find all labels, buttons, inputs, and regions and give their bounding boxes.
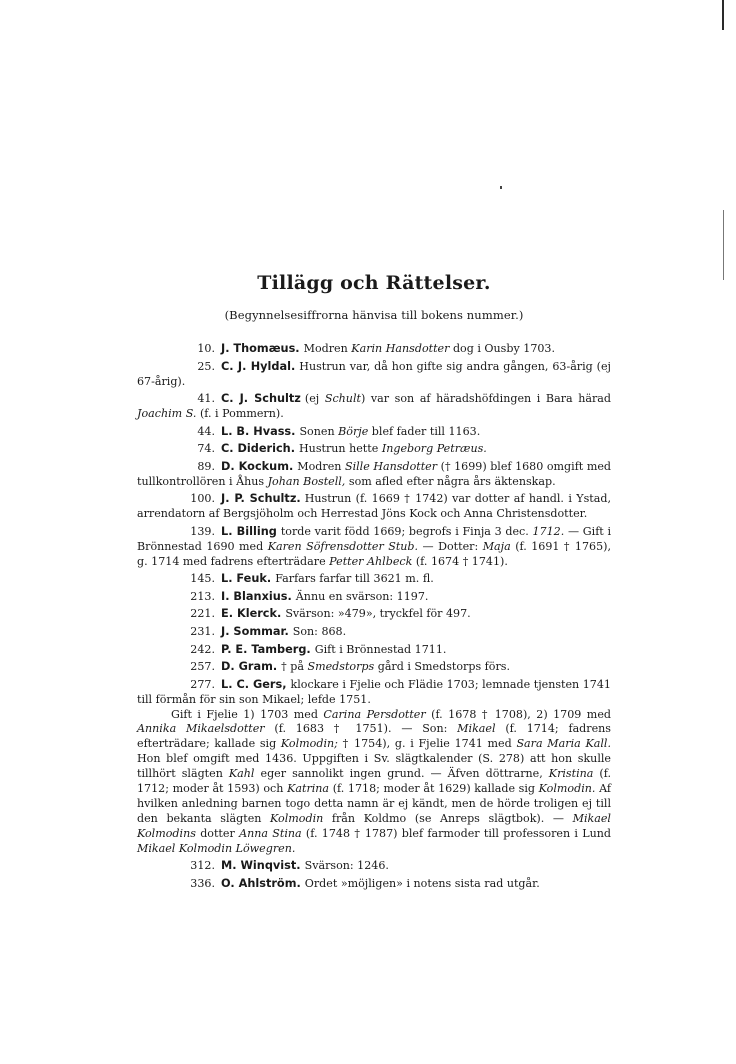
- entry-text-italic: Ingeborg Petræus.: [381, 442, 487, 456]
- entry-text-italic: Katrina: [287, 782, 330, 796]
- errata-entry: [137, 392, 611, 422]
- entry-person-name: D. Gram.: [221, 660, 278, 674]
- errata-entry: [137, 877, 611, 892]
- entry-text: Hustrun hette: [299, 442, 382, 456]
- entry-text: (f. 1683 † 1751). — Son:: [264, 722, 458, 736]
- entry-person-name: C. J. Schultz: [221, 392, 301, 406]
- entry-text: dotter: [195, 826, 240, 840]
- entry-number: 89.: [197, 459, 215, 473]
- page-edge-mark: [723, 210, 724, 280]
- entry-text-italic: Carina Persdotter: [323, 707, 426, 721]
- entry-text: Hustrun var, då hon gifte sig andra gången, 63-årig (ej 67-årig).: [137, 359, 611, 388]
- entry-text-italic: Kolmodin: [270, 811, 324, 825]
- entry-text-italic: Schult: [324, 392, 361, 406]
- entry-number: 41.: [197, 392, 215, 406]
- errata-entry: [137, 607, 611, 622]
- errata-entry: [137, 492, 611, 522]
- entry-text-italic: Annika Mikaelsdotter: [137, 722, 265, 736]
- entry-text: ) var son af häradshöfdingen i Bara härad: [360, 392, 611, 406]
- entry-text: († 1699) blef 1680 omgift med tullkontrollören i Åhus: [137, 459, 612, 488]
- entry-person-name: C. Diderich.: [221, 442, 295, 456]
- entry-text-italic: Karen Söfrensdotter Stub.: [267, 539, 419, 553]
- entry-person-name: L. C. Gers,: [221, 677, 287, 691]
- errata-entry: [137, 859, 611, 874]
- entry-text-italic: Mikael Kolmodins: [137, 811, 611, 840]
- errata-entry: [137, 643, 611, 658]
- entry-text-italic: Börje: [338, 424, 369, 438]
- entry-text: som afled efter några års äktenskap.: [345, 474, 556, 488]
- entry-person-name: O. Ahlström.: [221, 876, 301, 890]
- entry-text: gård i Smedstorps förs.: [374, 660, 510, 674]
- entry-number: 242.: [190, 642, 215, 656]
- entry-person-name: I. Blanxius.: [221, 589, 292, 603]
- errata-entry: [137, 660, 611, 675]
- entry-number: 312.: [190, 859, 215, 873]
- entry-person-name: C. J. Hyldal.: [221, 359, 296, 373]
- entry-text: dog i Ousby 1703.: [449, 342, 556, 355]
- entry-text-italic: Kolmodin.: [538, 782, 596, 796]
- errata-entry: [137, 590, 611, 605]
- entry-number: 145.: [190, 572, 215, 586]
- entry-text: (f. 1674 † 1741).: [412, 554, 508, 568]
- entry-person-name: J. P. Schultz.: [221, 492, 301, 506]
- entry-text-italic: Johan Bostell,: [267, 474, 346, 488]
- entry-number: 139.: [190, 524, 215, 538]
- entry-continuation: [137, 708, 611, 857]
- entry-text: (f. 1691 † 1765), g. 1714 med fadrens efterträdare: [137, 539, 611, 568]
- entry-number: 257.: [190, 660, 215, 674]
- entry-text: Svärson: 1246.: [304, 859, 389, 873]
- entry-person-name: M. Winqvist.: [221, 859, 301, 873]
- errata-entry: [137, 342, 611, 357]
- entry-number: 10.: [197, 342, 215, 355]
- entry-text: Hon blef omgift med 1436. Uppgiften i Sv. slägtkalender (S. 278) att hon skulle tillhört slägten: [137, 752, 611, 781]
- errata-entry: [137, 442, 611, 457]
- page-subtitle: (Begynnelsesiffrorna hänvisa till bokens nummer.): [224, 308, 524, 322]
- entry-text-italic: Mikael Kolmodin Löwegren.: [137, 841, 296, 855]
- entry-text-italic: Mikael: [457, 722, 496, 736]
- entry-person-name: P. E. Tamberg.: [221, 642, 311, 656]
- entry-text-italic: Kristina: [548, 767, 594, 781]
- entry-number: 74.: [197, 442, 215, 456]
- errata-entry: [137, 425, 611, 440]
- entry-text-italic: Smedstorps: [307, 660, 375, 674]
- entry-text-italic: Kahl: [228, 767, 255, 781]
- entry-text-italic: Maja: [482, 539, 511, 553]
- entry-text: eger sannolikt ingen grund. — Äfven döttrarne,: [254, 767, 549, 781]
- entry-person-name: D. Kockum.: [221, 459, 294, 473]
- errata-entry: [137, 360, 611, 390]
- errata-entry: [137, 460, 611, 490]
- errata-entry: [137, 572, 611, 587]
- errata-entry: [137, 625, 611, 640]
- entry-text: (f. i Pommern).: [196, 407, 284, 420]
- errata-list: [137, 342, 611, 892]
- entry-text-italic: Kolmodin;: [280, 737, 338, 751]
- errata-entry: [137, 525, 611, 570]
- entry-text-italic: Karin Hansdotter: [351, 342, 450, 355]
- entry-text: Farfars farfar till 3621 m. fl.: [275, 572, 434, 586]
- entry-text: (f. 1712; moder åt 1593) och: [137, 767, 611, 796]
- entry-text: torde varit född 1669; begrofs i Finja 3 dec.: [280, 524, 533, 538]
- entry-text: Ordet »möjligen» i notens sista rad utgår.: [304, 876, 540, 890]
- entry-text: — Dotter:: [418, 539, 483, 553]
- entry-text: Gift i Brönnestad 1711.: [314, 642, 447, 656]
- entry-number: 25.: [197, 359, 215, 373]
- entry-text-italic: Sara Maria Kall.: [516, 737, 611, 751]
- entry-text: (ej: [304, 392, 325, 406]
- entry-text: klockare i Fjelie och Flädie 1703; lemnade tjensten 1741 till förmån för sin son Mikael; lefde 1751.: [137, 677, 611, 706]
- entry-text: (f. 1714; fadrens efterträdare; kallade sig: [137, 722, 611, 751]
- entry-person-name: L. Billing: [221, 524, 277, 538]
- entry-text: Hustrun (f. 1669 † 1742) var dotter af handl. i Ystad, arrendatorn af Bergsjöholm och Herrestad Jöns Kock och Anna Christensdotter.: [137, 492, 612, 521]
- entry-text: — Gift i Brönnestad 1690 med: [137, 524, 612, 553]
- entry-text-italic: Joachim S.: [137, 407, 197, 420]
- errata-page: [137, 272, 611, 892]
- entry-text: Svärson: »479», tryckfel för 497.: [285, 607, 471, 621]
- page-edge-mark: [722, 0, 724, 30]
- entry-number: 231.: [190, 624, 215, 638]
- entry-text: (f. 1678 † 1708), 2) 1709 med: [425, 707, 611, 721]
- entry-text-italic: Anna Stina: [239, 826, 302, 840]
- entry-person-name: L. Feuk.: [221, 572, 272, 586]
- entry-text: Gift i Fjelie 1) 1703 med: [171, 707, 324, 721]
- entry-number: 221.: [190, 607, 215, 621]
- entry-text-italic: Sille Hansdotter: [344, 459, 438, 473]
- errata-entry: [137, 678, 611, 857]
- entry-text-italic: 1712.: [532, 524, 565, 538]
- entry-person-name: J. Thomæus.: [221, 342, 300, 355]
- entry-person-name: L. B. Hvass.: [221, 424, 296, 438]
- entry-number: 336.: [190, 876, 215, 890]
- entry-person-name: J. Sommar.: [221, 624, 289, 638]
- entry-text: (f. 1748 † 1787) blef farmoder till professoren i Lund: [301, 826, 611, 840]
- entry-text: blef fader till 1163.: [368, 424, 481, 438]
- entry-text-italic: Petter Ahlbeck: [329, 554, 413, 568]
- entry-number: 277.: [190, 677, 215, 691]
- entry-text: Ännu en svärson: 1197.: [295, 589, 429, 603]
- ink-speck: [500, 186, 502, 189]
- entry-text: Modren: [297, 459, 345, 473]
- entry-text: † på: [281, 660, 308, 674]
- page-title: Tillägg och Rättelser.: [257, 272, 491, 294]
- entry-number: 213.: [190, 589, 215, 603]
- entry-text: från Koldmo (se Anreps slägtbok). —: [323, 811, 573, 825]
- entry-text: Af hvilken anledning barnen togo detta namn är ej kändt, men de hörde troligen ej till den bekanta slägten: [137, 782, 611, 825]
- entry-number: 44.: [197, 424, 215, 438]
- entry-text: Son: 868.: [292, 624, 347, 638]
- entry-text: Sonen: [299, 424, 339, 438]
- entry-person-name: E. Klerck.: [221, 607, 282, 621]
- entry-text: (f. 1718; moder åt 1629) kallade sig: [329, 782, 539, 796]
- entry-text: Modren: [303, 342, 352, 355]
- entry-text: † 1754), g. i Fjelie 1741 med: [337, 737, 517, 751]
- entry-number: 100.: [190, 492, 215, 506]
